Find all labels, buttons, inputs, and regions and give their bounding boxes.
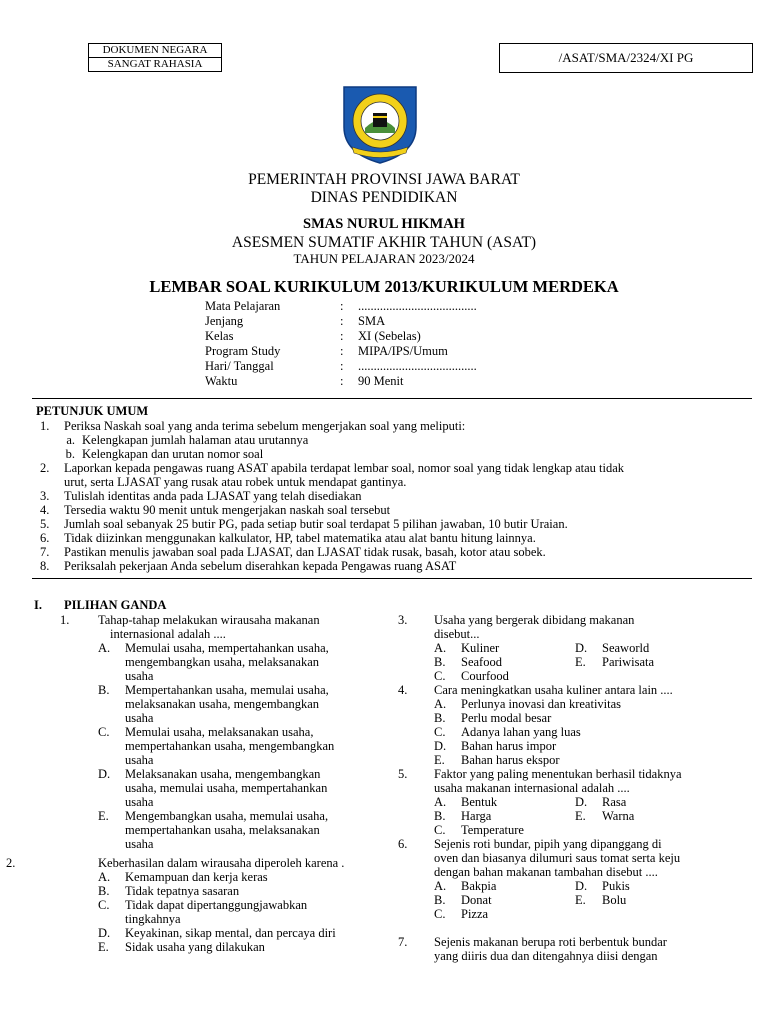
instruction-line: Pastikan menulis jawaban soal pada LJASAT, dan LJASAT tidak rusak, basah, kotor atau sobek. — [64, 545, 546, 559]
instruction-text — [64, 517, 750, 531]
option-text: Perlu modal besar — [461, 711, 552, 725]
instructions-title: PETUNJUK UMUM — [36, 404, 149, 418]
academic-year: TAHUN PELAJARAN 2023/2024 — [293, 251, 475, 266]
instruction-number: 3. — [40, 489, 50, 503]
option-letter: B. — [98, 884, 110, 898]
option-letter: E. — [575, 893, 586, 907]
info-value: 90 Menit — [358, 374, 404, 388]
instruction-item — [40, 503, 750, 517]
info-colon: : — [340, 359, 344, 373]
option-line: Tidak tepatnya sasaran — [125, 884, 240, 898]
question-stem — [398, 837, 733, 879]
info-colon: : — [340, 314, 344, 328]
option-text: Pizza — [461, 907, 489, 921]
instruction-number: 7. — [40, 545, 50, 559]
instruction-text — [82, 447, 750, 461]
question — [398, 935, 733, 963]
question-line: oven dan biasanya dilumuri saus tomat serta keju — [434, 851, 681, 865]
option-text: Warna — [602, 809, 635, 823]
option-letter: D. — [98, 926, 111, 940]
question-line: yang diiris dua dan ditengahnya diisi dengan — [434, 949, 658, 963]
question-number: 4. — [398, 683, 408, 697]
option-text: Bakpia — [461, 879, 497, 893]
divider-top — [32, 398, 752, 399]
option-letter: B. — [434, 655, 446, 669]
info-label: Program Study — [205, 344, 281, 358]
question-number: 3. — [398, 613, 408, 627]
question-stem — [398, 935, 733, 963]
answer-option — [98, 870, 380, 884]
question — [398, 837, 733, 921]
question-text — [434, 935, 733, 963]
option-line: usaha — [125, 711, 154, 725]
instruction-text — [64, 559, 750, 573]
instruction-text — [82, 433, 750, 447]
option-letter: C. — [434, 907, 446, 921]
option-letter: A. — [434, 641, 447, 655]
answer-row — [434, 907, 733, 921]
answer-option — [98, 884, 380, 898]
question-number: 1. — [60, 613, 70, 627]
instruction-text — [64, 545, 750, 559]
info-label: Hari/ Tanggal — [205, 359, 274, 373]
option-line: mengembangkan usaha, melaksanakan — [125, 655, 320, 669]
option-text — [125, 641, 380, 683]
answer-option — [98, 898, 380, 926]
option-line: Memulai usaha, mempertahankan usaha, — [125, 641, 329, 655]
question-text — [434, 683, 733, 697]
instruction-line: Tidak diizinkan menggunakan kalkulator, HP, tabel matematika atau alat bantu hitung lainnya. — [64, 531, 536, 545]
question-number: 7. — [398, 935, 408, 949]
option-line: Tidak dapat dipertanggungjawabkan — [125, 898, 308, 912]
option-line: mempertahankan usaha, mengembangkan — [125, 739, 335, 753]
instruction-item — [40, 461, 750, 489]
option-letter: A. — [98, 870, 111, 884]
answer-option — [434, 725, 733, 739]
option-letter — [575, 907, 602, 921]
info-colon: : — [340, 344, 344, 358]
option-line: Keyakinan, sikap mental, dan percaya diri — [125, 926, 336, 940]
option-text — [602, 823, 733, 837]
question-line: Sejenis makanan berupa roti berbentuk bundar — [434, 935, 667, 949]
answer-option — [98, 940, 380, 954]
option-line: Mempertahankan usaha, memulai usaha, — [125, 683, 329, 697]
info-label: Mata Pelajaran — [205, 299, 281, 313]
question-line: Usaha yang bergerak dibidang makanan — [434, 613, 635, 627]
option-text: Bolu — [602, 893, 627, 907]
question-line: Keberhasilan dalam wirausaha diperoleh karena . — [98, 856, 345, 870]
info-value: ...................................... — [358, 299, 477, 313]
answer-option — [98, 641, 380, 683]
section-title: PILIHAN GANDA — [64, 598, 167, 612]
option-letter — [575, 669, 602, 683]
question — [398, 683, 733, 767]
option-letter: C. — [434, 823, 446, 837]
question-stem — [398, 613, 733, 641]
sheet-title: LEMBAR SOAL KURIKULUM 2013/KURIKULUM MERDEKA — [149, 277, 619, 296]
option-text — [125, 898, 380, 926]
option-text — [125, 926, 380, 940]
answer-row — [434, 823, 733, 837]
option-letter: E. — [98, 809, 109, 823]
option-letter: A. — [434, 795, 447, 809]
instruction-line: Laporkan kepada pengawas ruang ASAT apabila terdapat lembar soal, nomor soal yang tidak lengkap atau tidak — [64, 461, 625, 475]
instruction-text — [64, 419, 750, 433]
instruction-item — [40, 433, 750, 447]
option-text — [125, 884, 380, 898]
option-text — [125, 767, 380, 809]
instruction-item — [40, 489, 750, 503]
question-number: 6. — [398, 837, 408, 851]
option-letter: B. — [434, 809, 446, 823]
instruction-number: 4. — [40, 503, 50, 517]
instruction-number: a. — [66, 433, 75, 447]
instruction-line: Kelengkapan jumlah halaman atau urutannya — [82, 433, 309, 447]
stamp-line-1: DOKUMEN NEGARA — [102, 44, 208, 56]
instruction-line: Jumlah soal sebanyak 25 butir PG, pada setiap butir soal terdapat 5 pilihan jawaban, 10 butir Uraian. — [64, 517, 568, 531]
option-letter: A. — [434, 879, 447, 893]
option-text: Seaworld — [602, 641, 650, 655]
info-label: Waktu — [205, 374, 238, 388]
option-letter: D. — [434, 739, 447, 753]
question-number: 5. — [398, 767, 408, 781]
question-number: 2. — [6, 856, 16, 870]
instruction-item — [40, 447, 750, 461]
option-line: usaha — [125, 795, 154, 809]
option-letter: E. — [98, 940, 109, 954]
document-code: /ASAT/SMA/2324/XI PG — [499, 43, 753, 73]
answer-option — [98, 683, 380, 725]
instruction-number: b. — [65, 447, 75, 461]
school-name: SMAS NURUL HIKMAH — [303, 216, 465, 232]
answer-option — [98, 809, 380, 851]
option-text — [125, 870, 380, 884]
answer-option — [434, 739, 733, 753]
question-text — [434, 613, 733, 641]
option-letter: D. — [575, 641, 588, 655]
question-text — [434, 767, 733, 795]
instruction-line: Periksa Naskah soal yang anda terima sebelum mengerjakan soal yang meliputi: — [64, 419, 466, 433]
info-row — [205, 329, 477, 344]
option-letter: A. — [98, 641, 111, 655]
option-text: Pariwisata — [602, 655, 655, 669]
instruction-item — [40, 419, 750, 433]
info-colon: : — [340, 299, 344, 313]
answer-row — [434, 641, 733, 655]
info-label: Jenjang — [205, 314, 244, 328]
question — [398, 613, 733, 683]
answer-option — [98, 767, 380, 809]
option-text: Bentuk — [461, 795, 498, 809]
instruction-line: Kelengkapan dan urutan nomor soal — [82, 447, 264, 461]
option-line: tingkahnya — [125, 912, 181, 926]
option-text — [125, 725, 380, 767]
question-line: Faktor yang paling menentukan berhasil tidaknya — [434, 767, 682, 781]
instruction-line: Tulislah identitas anda pada LJASAT yang telah disediakan — [64, 489, 362, 503]
left-column — [6, 613, 380, 954]
answer-option — [434, 753, 733, 767]
answer-option — [98, 926, 380, 940]
section-number: I. — [34, 598, 42, 612]
info-row — [205, 344, 477, 359]
info-row — [205, 374, 477, 389]
instructions-list — [40, 419, 750, 573]
option-line: melaksanakan usaha, mengembangkan — [125, 697, 320, 711]
option-letter: B. — [434, 711, 446, 725]
option-letter: D. — [98, 767, 111, 781]
option-text — [125, 683, 380, 725]
option-letter — [575, 823, 602, 837]
option-text: Pukis — [602, 879, 630, 893]
question-text — [434, 837, 733, 879]
right-column — [398, 613, 733, 963]
info-row — [205, 359, 477, 374]
answer-option — [434, 711, 733, 725]
question-stem — [60, 613, 380, 641]
option-letter: C. — [98, 725, 110, 739]
answer-row — [434, 669, 733, 683]
option-text: Bahan harus impor — [461, 739, 557, 753]
question-line: Sejenis roti bundar, pipih yang dipanggang di — [434, 837, 662, 851]
option-text: Donat — [461, 893, 492, 907]
option-line: usaha — [125, 669, 154, 683]
option-letter: D. — [575, 795, 588, 809]
school-logo-icon — [340, 83, 420, 165]
option-text: Rasa — [602, 795, 627, 809]
exam-info — [205, 299, 477, 389]
answer-row — [434, 893, 733, 907]
option-letter: A. — [434, 697, 447, 711]
answer-option — [98, 725, 380, 767]
option-text: Kuliner — [461, 641, 500, 655]
instruction-number: 2. — [40, 461, 50, 475]
instruction-text — [64, 489, 750, 503]
option-text: Courfood — [461, 669, 509, 683]
instruction-number: 8. — [40, 559, 50, 573]
option-letter: C. — [434, 669, 446, 683]
question-line: dengan bahan makanan tambahan disebut .... — [434, 865, 658, 879]
option-line: usaha — [125, 753, 154, 767]
option-line: Mengembangkan usaha, memulai usaha, — [125, 809, 329, 823]
answer-option — [434, 697, 733, 711]
instruction-item — [40, 559, 750, 573]
question-text — [98, 613, 380, 641]
answer-row — [434, 795, 733, 809]
question-text — [98, 856, 380, 870]
divider-bottom — [32, 578, 752, 579]
province-title: PEMERINTAH PROVINSI JAWA BARAT — [248, 171, 520, 188]
question-line: internasional adalah .... — [110, 627, 226, 641]
option-line: usaha — [125, 837, 154, 851]
option-letter: C. — [434, 725, 446, 739]
option-letter: E. — [575, 655, 586, 669]
instruction-line: urut, serta LJASAT yang rusak atau robek untuk mendapat gantinya. — [64, 475, 407, 489]
option-text: Perlunya inovasi dan kreativitas — [461, 697, 622, 711]
option-line: usaha, memulai usaha, mempertahankan — [125, 781, 328, 795]
option-letter: D. — [575, 879, 588, 893]
instruction-number: 5. — [40, 517, 50, 531]
question-line: Tahap-tahap melakukan wirausaha makanan — [98, 613, 320, 627]
option-text — [602, 907, 733, 921]
option-line: Memulai usaha, melaksanakan usaha, — [125, 725, 314, 739]
option-text — [125, 809, 380, 851]
question — [398, 767, 733, 837]
question-stem — [6, 856, 380, 870]
instruction-line: Tersedia waktu 90 menit untuk mengerjakan naskah soal tersebut — [64, 503, 391, 517]
info-value: MIPA/IPS/Umum — [358, 344, 448, 358]
question-line: disebut... — [434, 627, 480, 641]
answer-row — [434, 879, 733, 893]
option-text: Adanya lahan yang luas — [461, 725, 581, 739]
answer-row — [434, 655, 733, 669]
instruction-text — [64, 531, 750, 545]
option-line: Sidak usaha yang dilakukan — [125, 940, 265, 954]
question-line: Cara meningkatkan usaha kuliner antara lain .... — [434, 683, 673, 697]
info-colon: : — [340, 374, 344, 388]
option-line: mempertahankan usaha, melaksanakan — [125, 823, 320, 837]
option-text: Temperature — [461, 823, 524, 837]
info-value: ...................................... — [358, 359, 477, 373]
info-colon: : — [340, 329, 344, 343]
info-value: SMA — [358, 314, 386, 328]
info-value: XI (Sebelas) — [358, 329, 421, 343]
department-title: DINAS PENDIDIKAN — [310, 189, 458, 206]
info-row — [205, 299, 477, 314]
option-letter: C. — [98, 898, 110, 912]
instruction-item — [40, 517, 750, 531]
instruction-number: 1. — [40, 419, 50, 433]
instruction-number: 6. — [40, 531, 50, 545]
instruction-text — [64, 503, 750, 517]
option-text: Bahan harus ekspor — [461, 753, 560, 767]
info-row — [205, 314, 477, 329]
instruction-item — [40, 545, 750, 559]
option-letter: B. — [434, 893, 446, 907]
option-text — [125, 940, 380, 954]
option-line: Kemampuan dan kerja keras — [125, 870, 268, 884]
question-stem — [398, 767, 733, 795]
instruction-text — [64, 461, 750, 489]
classification-stamp — [88, 43, 222, 72]
info-label: Kelas — [205, 329, 234, 343]
option-text: Harga — [461, 809, 492, 823]
instruction-item — [40, 531, 750, 545]
exam-title: ASESMEN SUMATIF AKHIR TAHUN (ASAT) — [231, 234, 537, 251]
option-letter: E. — [575, 809, 586, 823]
option-letter: B. — [98, 683, 110, 697]
question-line: usaha makanan internasional adalah .... — [434, 781, 630, 795]
option-line: Melaksanakan usaha, mengembangkan — [125, 767, 321, 781]
question-stem — [398, 683, 733, 697]
option-text: Seafood — [461, 655, 502, 669]
answer-row — [434, 809, 733, 823]
question — [6, 856, 380, 954]
option-text — [602, 669, 733, 683]
instruction-line: Periksalah pekerjaan Anda sebelum diserahkan kepada Pengawas ruang ASAT — [64, 559, 457, 573]
option-letter: E. — [434, 753, 445, 767]
question — [60, 613, 380, 851]
stamp-line-2: SANGAT RAHASIA — [89, 57, 221, 71]
